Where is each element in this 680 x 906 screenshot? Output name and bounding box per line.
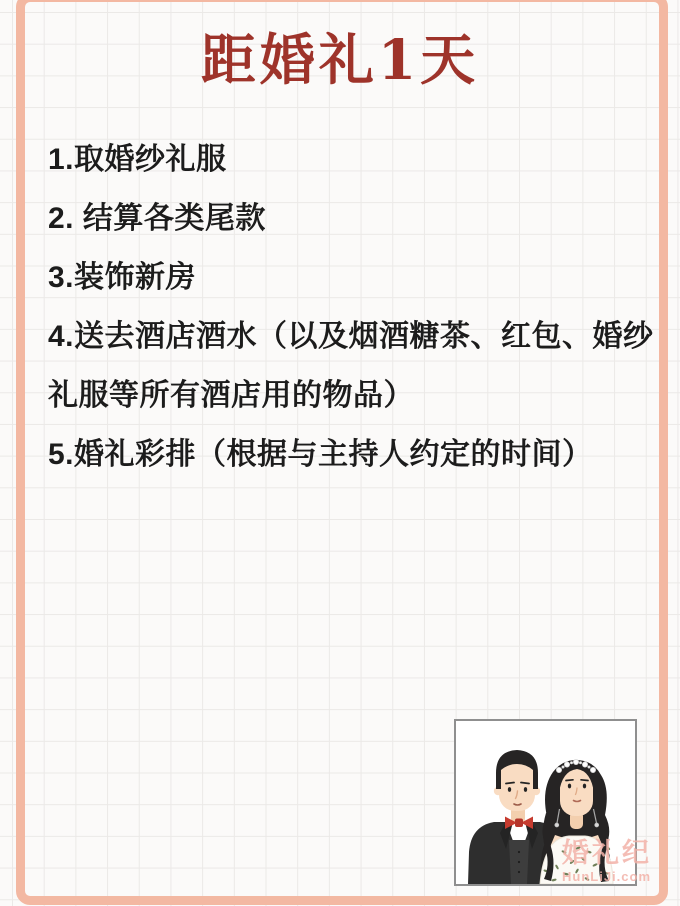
checklist-line-3: 3.装饰新房: [48, 261, 197, 294]
bride-figure: [540, 759, 613, 884]
page-title: 距婚礼1天: [200, 27, 480, 92]
checklist-line-4a: 4.送去酒店酒水（以及烟酒糖茶、红包、婚纱: [48, 320, 654, 353]
checklist-line-5: 5.婚礼彩排（根据与主持人约定的时间）: [48, 438, 593, 471]
watermark-brand: 婚礼纪: [562, 838, 652, 868]
checklist: [48, 130, 660, 484]
watermark-site: HunLiJi.com: [562, 869, 652, 884]
couple-photo-box: [454, 719, 637, 886]
checklist-line-4b: 礼服等所有酒店用的物品）: [48, 379, 414, 412]
couple-illustration-icon: [456, 721, 635, 884]
checklist-line-1: 1.取婚纱礼服: [48, 143, 227, 176]
checklist-line-2: 2. 结算各类尾款: [48, 202, 266, 235]
